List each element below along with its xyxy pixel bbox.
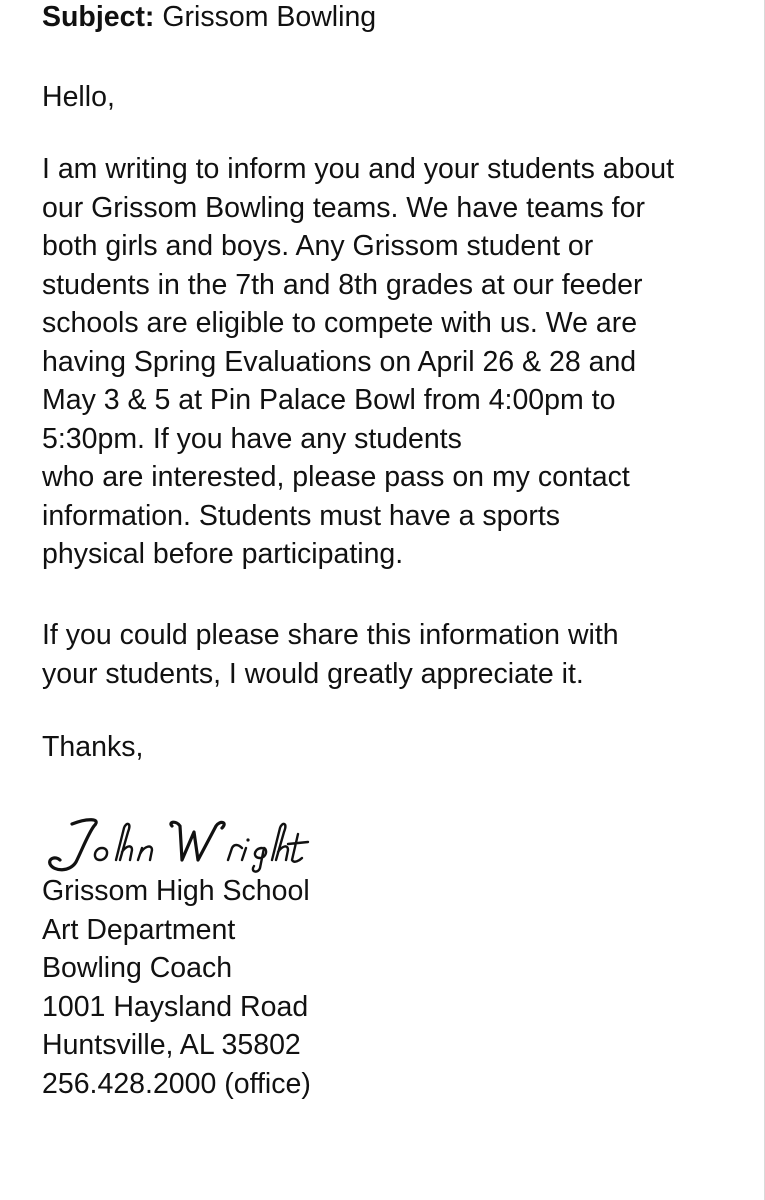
paragraph-line: our Grissom Bowling teams. We have teams for <box>42 191 645 224</box>
paragraph-line: schools are eligible to compete with us. We are <box>42 307 638 339</box>
paragraph-line: physical before participating. <box>42 538 404 570</box>
paragraph-line: your students, I would greatly appreciate it. <box>42 657 584 690</box>
signature-line: Bowling Coach <box>42 952 233 984</box>
subject-line <box>42 0 376 37</box>
signature-line: 1001 Haysland Road <box>42 990 309 1023</box>
paragraph-line: both girls and boys. Any Grissom student or <box>42 230 594 262</box>
subject-value: Grissom Bowling <box>154 1 377 33</box>
signature-block <box>42 872 311 1103</box>
signature-line: Huntsville, AL 35802 <box>42 1029 301 1061</box>
body-paragraph-2 <box>42 616 619 693</box>
signature-line: Grissom High School <box>42 875 310 907</box>
paragraph-line: who are interested, please pass on my contact <box>42 461 630 493</box>
paragraph-line: I am writing to inform you and your students about <box>42 153 675 185</box>
signoff: Thanks, <box>42 731 144 763</box>
paragraph-line: students in the 7th and 8th grades at our feeder <box>42 268 643 301</box>
paragraph-line: information. Students must have a sports <box>42 499 561 532</box>
body-paragraph-1 <box>42 150 674 574</box>
paragraph-line: If you could please share this information with <box>42 619 619 651</box>
paragraph-line: May 3 & 5 at Pin Palace Bowl from 4:00pm to <box>42 384 616 416</box>
paragraph-line: 5:30pm. If you have any students <box>42 422 462 455</box>
subject-label: Subject: <box>42 1 155 33</box>
signature-line: Art Department <box>42 913 236 946</box>
paragraph-line: having Spring Evaluations on April 26 & 28 and <box>42 345 637 378</box>
signature-line: 256.428.2000 (office) <box>42 1067 311 1100</box>
greeting: Hello, <box>42 81 115 113</box>
handwritten-signature <box>32 810 332 874</box>
